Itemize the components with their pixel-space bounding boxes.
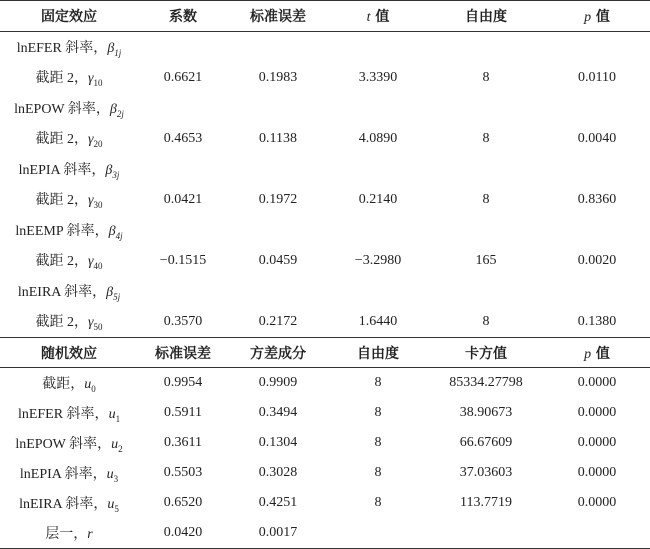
chi-square-cell: 37.03603 xyxy=(459,465,513,480)
t-value-cell: −3.2980 xyxy=(354,252,402,268)
random-effects-body xyxy=(0,368,650,549)
row-label-symbol: γ xyxy=(87,132,94,148)
row-label xyxy=(0,154,138,185)
t-value-cell xyxy=(328,154,428,185)
header-random-effect: 随机效应 xyxy=(0,338,138,368)
row-label-text: 截距 2， xyxy=(35,254,88,270)
variance-component-cell: 0.3028 xyxy=(258,465,298,480)
row-label-text: 层一， xyxy=(45,526,88,542)
p-symbol: p xyxy=(584,10,592,25)
header-t-value xyxy=(328,1,428,32)
row-label xyxy=(0,518,138,549)
row-label-subscript: 40 xyxy=(93,261,103,272)
p-value-cell: 0.0110 xyxy=(578,69,616,85)
random-degrees-of-freedom-cell: 8 xyxy=(374,495,382,510)
standard-error-cell xyxy=(228,154,328,185)
row-label-subscript: 3 xyxy=(113,473,119,484)
random-degrees-of-freedom-cell: 8 xyxy=(374,465,382,480)
row-label-symbol: r xyxy=(87,526,93,542)
random-effect-row xyxy=(0,458,650,488)
p-value-cell: 0.1380 xyxy=(577,313,617,329)
degrees-of-freedom-cell: 8 xyxy=(482,130,490,146)
row-label-symbol: γ xyxy=(87,254,94,270)
row-label-symbol: β xyxy=(107,40,115,56)
random-p-symbol: p xyxy=(584,346,592,362)
standard-error-cell: 0.1138 xyxy=(259,130,297,146)
fixed-effect-row xyxy=(0,185,650,216)
p-value-cell: 0.0020 xyxy=(577,252,617,268)
degrees-of-freedom-cell: 8 xyxy=(482,191,490,207)
standard-error-cell xyxy=(228,276,328,307)
row-label-symbol: β xyxy=(109,101,117,117)
degrees-of-freedom-cell xyxy=(428,215,544,246)
header-coefficient: 系数 xyxy=(138,1,228,32)
degrees-of-freedom-cell xyxy=(428,154,544,185)
random-p-value-cell: 0.0000 xyxy=(577,405,617,420)
t-value-cell xyxy=(328,32,428,63)
coefficient-cell xyxy=(138,93,228,124)
row-label-symbol: u xyxy=(107,496,115,512)
t-value-cell: 4.0890 xyxy=(358,130,398,146)
chi-square-cell: 85334.27798 xyxy=(449,375,523,390)
row-label xyxy=(0,488,138,518)
row-label-text: 截距 2， xyxy=(35,193,88,209)
row-label-subscript: 2 xyxy=(118,443,123,454)
p-value-suffix: 值 xyxy=(591,9,610,25)
row-label xyxy=(0,368,138,399)
coefficient-cell: 0.0421 xyxy=(163,191,203,207)
p-value-cell: 0.8360 xyxy=(577,191,617,207)
row-label-subscript: 0 xyxy=(91,383,96,394)
coefficient-cell xyxy=(138,276,228,307)
chi-square-cell: 113.7719 xyxy=(460,495,512,510)
variance-component-cell: 0.9909 xyxy=(258,375,298,390)
coefficient-cell: 0.3570 xyxy=(163,313,203,329)
row-label-subscript: 1j xyxy=(114,47,122,58)
t-value-cell xyxy=(328,276,428,307)
random-standard-error-cell: 0.5911 xyxy=(164,405,202,420)
coefficient-cell: 0.6621 xyxy=(163,69,203,85)
fixed-effect-row xyxy=(0,63,650,94)
standard-error-cell xyxy=(228,93,328,124)
row-label xyxy=(0,124,138,155)
row-label-text: lnEPOW 斜率， xyxy=(14,101,110,117)
standard-error-cell: 0.1983 xyxy=(258,69,298,85)
row-label-text: lnEEMP 斜率， xyxy=(15,223,109,239)
row-label-text: lnEPOW 斜率， xyxy=(15,436,112,452)
random-effect-row xyxy=(0,368,650,399)
row-label-text: lnEIRA 斜率， xyxy=(17,284,107,300)
row-label-text: 截距， xyxy=(42,376,85,392)
degrees-of-freedom-cell xyxy=(428,93,544,124)
fixed-effect-row xyxy=(0,246,650,277)
row-label-symbol: β xyxy=(105,162,113,178)
row-label-symbol: u xyxy=(111,436,119,452)
coefficient-cell: 0.4653 xyxy=(163,130,203,146)
random-effect-row xyxy=(0,398,650,428)
row-label xyxy=(0,458,138,488)
header-random-standard-error: 标准误差 xyxy=(138,338,228,368)
header-degrees-of-freedom: 自由度 xyxy=(428,1,544,32)
row-label-text: lnEFER 斜率， xyxy=(17,406,109,422)
fixed-effect-row xyxy=(0,276,650,307)
row-label-text: lnEFER 斜率， xyxy=(16,40,108,56)
coefficient-cell xyxy=(138,32,228,63)
header-p-value xyxy=(544,1,650,32)
random-degrees-of-freedom-cell: 8 xyxy=(374,435,382,450)
t-value-cell xyxy=(328,215,428,246)
random-p-value-cell: 0.0000 xyxy=(577,495,617,510)
random-p-value-cell xyxy=(544,518,650,549)
row-label xyxy=(0,63,138,94)
t-symbol: t xyxy=(366,10,371,25)
row-label-symbol: γ xyxy=(87,71,94,87)
random-degrees-of-freedom-cell: 8 xyxy=(374,375,382,390)
coefficient-cell xyxy=(138,154,228,185)
fixed-effect-row xyxy=(0,307,650,338)
variance-component-cell: 0.1304 xyxy=(258,435,298,450)
row-label xyxy=(0,185,138,216)
standard-error-cell xyxy=(228,215,328,246)
random-standard-error-cell: 0.6520 xyxy=(163,495,203,510)
row-label xyxy=(0,32,138,63)
fixed-effect-row xyxy=(0,124,650,155)
degrees-of-freedom-cell xyxy=(428,276,544,307)
fixed-effect-row xyxy=(0,215,650,246)
standard-error-cell: 0.0459 xyxy=(258,252,298,268)
row-label-text: 截距 2， xyxy=(35,315,88,331)
row-label-subscript: 10 xyxy=(93,78,103,89)
row-label-subscript: 5j xyxy=(113,291,121,302)
chi-square-cell: 38.90673 xyxy=(459,405,513,420)
fixed-effects-header-row xyxy=(0,1,650,32)
row-label-text: lnEPIA 斜率， xyxy=(19,466,107,482)
row-label-subscript: 4j xyxy=(115,230,123,241)
chi-square-cell xyxy=(428,518,544,549)
degrees-of-freedom-cell: 8 xyxy=(482,313,490,329)
t-value-cell xyxy=(328,93,428,124)
degrees-of-freedom-cell: 165 xyxy=(475,252,497,268)
random-standard-error-cell: 0.0420 xyxy=(138,518,228,549)
fixed-effect-row xyxy=(0,93,650,124)
t-value-cell: 0.2140 xyxy=(358,191,398,207)
fixed-effect-row xyxy=(0,154,650,185)
p-value-cell xyxy=(544,154,650,185)
random-standard-error-cell: 0.3611 xyxy=(164,435,202,450)
degrees-of-freedom-cell xyxy=(428,32,544,63)
random-effect-row xyxy=(0,518,650,549)
header-variance-component: 方差成分 xyxy=(228,338,328,368)
row-label-subscript: 5 xyxy=(114,503,119,514)
row-label xyxy=(0,307,138,338)
row-label-symbol: u xyxy=(106,466,114,482)
standard-error-cell xyxy=(228,32,328,63)
row-label-subscript: 30 xyxy=(93,200,103,211)
p-value-cell: 0.0040 xyxy=(577,130,617,146)
random-p-value-cell: 0.0000 xyxy=(577,465,617,480)
standard-error-cell: 0.2172 xyxy=(258,313,298,329)
random-degrees-of-freedom-cell: 8 xyxy=(374,405,382,420)
p-value-cell xyxy=(544,32,650,63)
variance-component-cell: 0.3494 xyxy=(258,405,298,420)
header-standard-error: 标准误差 xyxy=(228,1,328,32)
row-label-symbol: β xyxy=(108,223,116,239)
row-label-text: lnEIRA 斜率， xyxy=(19,496,108,512)
p-value-cell xyxy=(544,93,650,124)
header-random-p-value xyxy=(544,338,650,368)
header-chi-square: 卡方值 xyxy=(428,338,544,368)
row-label xyxy=(0,246,138,277)
fixed-effect-row xyxy=(0,32,650,63)
row-label-subscript: 1 xyxy=(115,413,121,424)
row-label-symbol: u xyxy=(108,406,116,422)
t-value-cell: 1.6440 xyxy=(358,313,398,329)
row-label-symbol: β xyxy=(106,284,114,300)
random-p-value-cell: 0.0000 xyxy=(577,435,617,450)
row-label xyxy=(0,428,138,458)
degrees-of-freedom-cell: 8 xyxy=(482,69,490,85)
standard-error-cell: 0.1972 xyxy=(258,191,298,207)
row-label-symbol: γ xyxy=(87,315,94,331)
fixed-effects-body xyxy=(0,32,650,338)
row-label-subscript: 50 xyxy=(93,322,103,333)
row-label xyxy=(0,93,138,124)
row-label-subscript: 2j xyxy=(116,108,124,119)
row-label xyxy=(0,276,138,307)
header-fixed-effect: 固定效应 xyxy=(0,1,138,32)
t-value-suffix: 值 xyxy=(370,9,390,25)
row-label-symbol: u xyxy=(84,376,92,392)
row-label-text: 截距 2， xyxy=(35,71,88,87)
t-value-cell: 3.3390 xyxy=(358,69,398,85)
row-label-text: lnEPIA 斜率， xyxy=(18,162,106,178)
row-label xyxy=(0,398,138,428)
coefficient-cell: −0.1515 xyxy=(159,252,207,268)
variance-component-cell: 0.4251 xyxy=(258,495,298,510)
random-standard-error-cell: 0.9954 xyxy=(163,375,203,390)
row-label-symbol: γ xyxy=(87,193,94,209)
chi-square-cell: 66.67609 xyxy=(459,435,513,450)
row-label-text: 截距 2， xyxy=(35,132,88,148)
random-degrees-of-freedom-cell xyxy=(328,518,428,549)
p-value-cell xyxy=(544,215,650,246)
row-label-subscript: 20 xyxy=(93,139,103,150)
random-effects-header-row xyxy=(0,338,650,368)
variance-component-cell: 0.0017 xyxy=(228,518,328,549)
random-effect-row xyxy=(0,488,650,518)
coefficient-cell xyxy=(138,215,228,246)
p-value-cell xyxy=(544,276,650,307)
random-p-value-suffix: 值 xyxy=(591,345,610,362)
random-effect-row xyxy=(0,428,650,458)
random-p-value-cell: 0.0000 xyxy=(577,375,617,390)
header-random-degrees-of-freedom: 自由度 xyxy=(328,338,428,368)
row-label xyxy=(0,215,138,246)
random-standard-error-cell: 0.5503 xyxy=(163,465,203,480)
row-label-subscript: 3j xyxy=(112,169,120,180)
